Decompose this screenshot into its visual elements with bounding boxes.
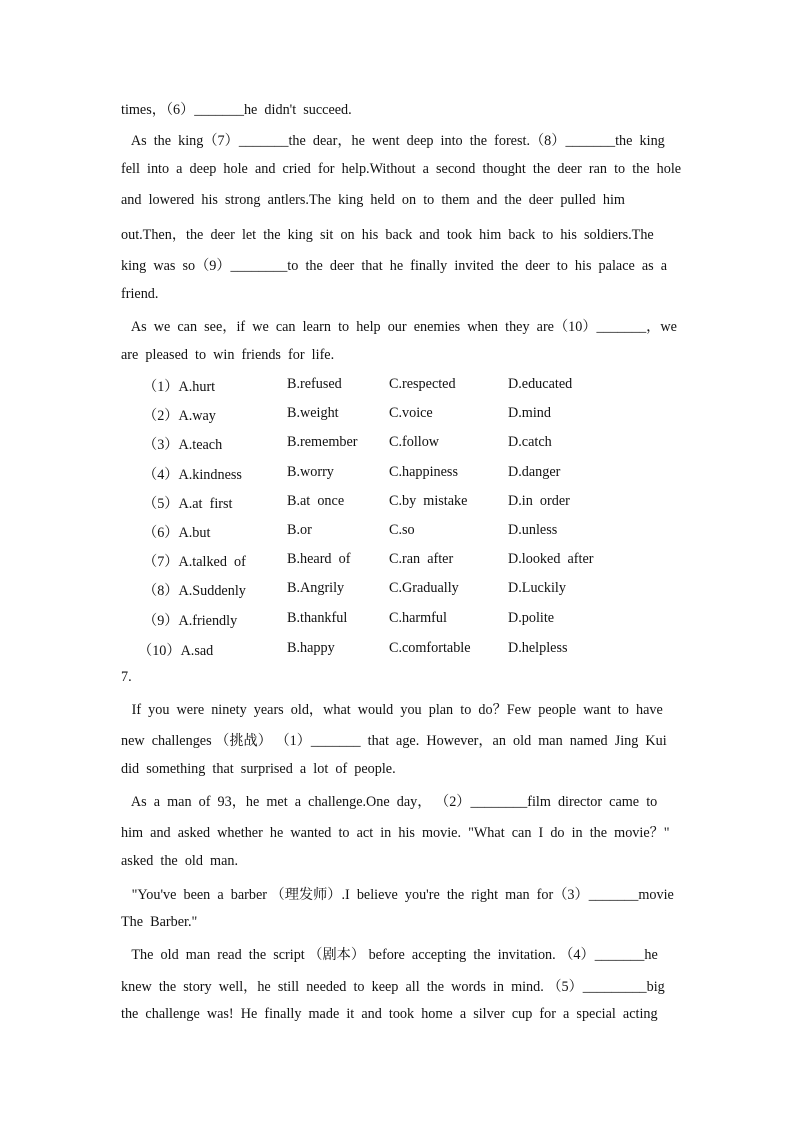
option-d: D.in order xyxy=(508,493,570,509)
text-line: As the king（7）_______the dear，he went deep into the forest.（8）_______the king xyxy=(121,133,665,149)
option-a: （7）A.talked of xyxy=(143,554,246,570)
option-b: B.heard of xyxy=(287,551,351,567)
text-line: are pleased to win friends for life. xyxy=(121,347,335,363)
option-b: B.remember xyxy=(287,434,358,450)
option-row xyxy=(0,493,800,513)
option-d: D.catch xyxy=(508,434,552,450)
option-d: D.educated xyxy=(508,376,573,392)
option-b: B.Angrily xyxy=(287,580,345,596)
text-line: out.Then，the deer let the king sit on his back and took him back to his soldiers.The xyxy=(121,227,654,243)
text-line: As we can see，if we can learn to help our enemies when they are（10）_______，we xyxy=(121,319,677,335)
option-row xyxy=(0,434,800,454)
option-row xyxy=(0,376,800,396)
option-a: （3）A.teach xyxy=(143,437,223,453)
option-b: B.refused xyxy=(287,376,342,392)
option-b: B.at once xyxy=(287,493,345,509)
option-a: （4）A.kindness xyxy=(143,467,242,483)
text-line: king was so（9）________to the deer that he finally invited the deer to his palace as a xyxy=(121,258,668,274)
option-row xyxy=(0,551,800,571)
option-row xyxy=(0,464,800,484)
option-b: B.weight xyxy=(287,405,339,421)
option-row xyxy=(0,580,800,600)
text-line: The old man read the script （剧本） before accepting the invitation. （4）_______he xyxy=(121,947,658,963)
option-b: B.happy xyxy=(287,640,335,656)
option-c: C.ran after xyxy=(389,551,454,567)
option-a: （8）A.Suddenly xyxy=(143,583,246,599)
option-row xyxy=(0,640,800,660)
option-c: C.voice xyxy=(389,405,433,421)
option-row xyxy=(0,610,800,630)
option-c: C.follow xyxy=(389,434,440,450)
option-a: （2）A.way xyxy=(143,408,216,424)
option-a: （1）A.hurt xyxy=(143,379,216,395)
text-line: fell into a deep hole and cried for help.Without a second thought the deer ran to the hole xyxy=(121,161,682,177)
option-c: C.Gradually xyxy=(389,580,459,596)
option-c: C.by mistake xyxy=(389,493,468,509)
option-row xyxy=(0,405,800,425)
text-line: him and asked whether he wanted to act in his movie. "What can I do in the movie？" xyxy=(121,825,670,841)
option-d: D.looked after xyxy=(508,551,594,567)
option-a: （9）A.friendly xyxy=(143,613,238,629)
text-line: As a man of 93，he met a challenge.One day， （2）________film director came to xyxy=(121,794,658,810)
option-a: （5）A.at first xyxy=(143,496,233,512)
option-a: （10）A.sad xyxy=(138,643,214,659)
option-a: （6）A.but xyxy=(143,525,211,541)
option-b: B.thankful xyxy=(287,610,348,626)
text-line: and lowered his strong antlers.The king held on to them and the deer pulled him xyxy=(121,192,625,208)
text-line: knew the story well，he still needed to keep all the words in mind. （5）_________big xyxy=(121,979,665,995)
text-line: did something that surprised a lot of people. xyxy=(121,761,396,777)
option-b: B.or xyxy=(287,522,312,538)
text-line: "You've been a barber （理发师）.I believe you're the right man for（3）_______movie xyxy=(121,887,674,903)
option-d: D.danger xyxy=(508,464,561,480)
option-c: C.happiness xyxy=(389,464,458,480)
text-line: new challenges （挑战） （1）_______ that age. However，an old man named Jing Kui xyxy=(121,733,667,749)
option-c: C.respected xyxy=(389,376,456,392)
text-line: The Barber." xyxy=(121,914,198,930)
option-d: D.mind xyxy=(508,405,551,421)
option-d: D.Luckily xyxy=(508,580,566,596)
text-line: friend. xyxy=(121,286,159,302)
option-b: B.worry xyxy=(287,464,334,480)
option-row xyxy=(0,522,800,542)
option-d: D.helpless xyxy=(508,640,568,656)
option-c: C.comfortable xyxy=(389,640,471,656)
text-line: times，（6）_______he didn't succeed. xyxy=(121,102,352,118)
option-d: D.polite xyxy=(508,610,555,626)
text-line: the challenge was! He finally made it and took home a silver cup for a special acting xyxy=(121,1006,658,1022)
option-c: C.so xyxy=(389,522,415,538)
text-line: If you were ninety years old，what would you plan to do？Few people want to have xyxy=(121,702,663,718)
option-d: D.unless xyxy=(508,522,558,538)
option-c: C.harmful xyxy=(389,610,447,626)
question-number: 7. xyxy=(121,669,132,685)
text-line: asked the old man. xyxy=(121,853,239,869)
